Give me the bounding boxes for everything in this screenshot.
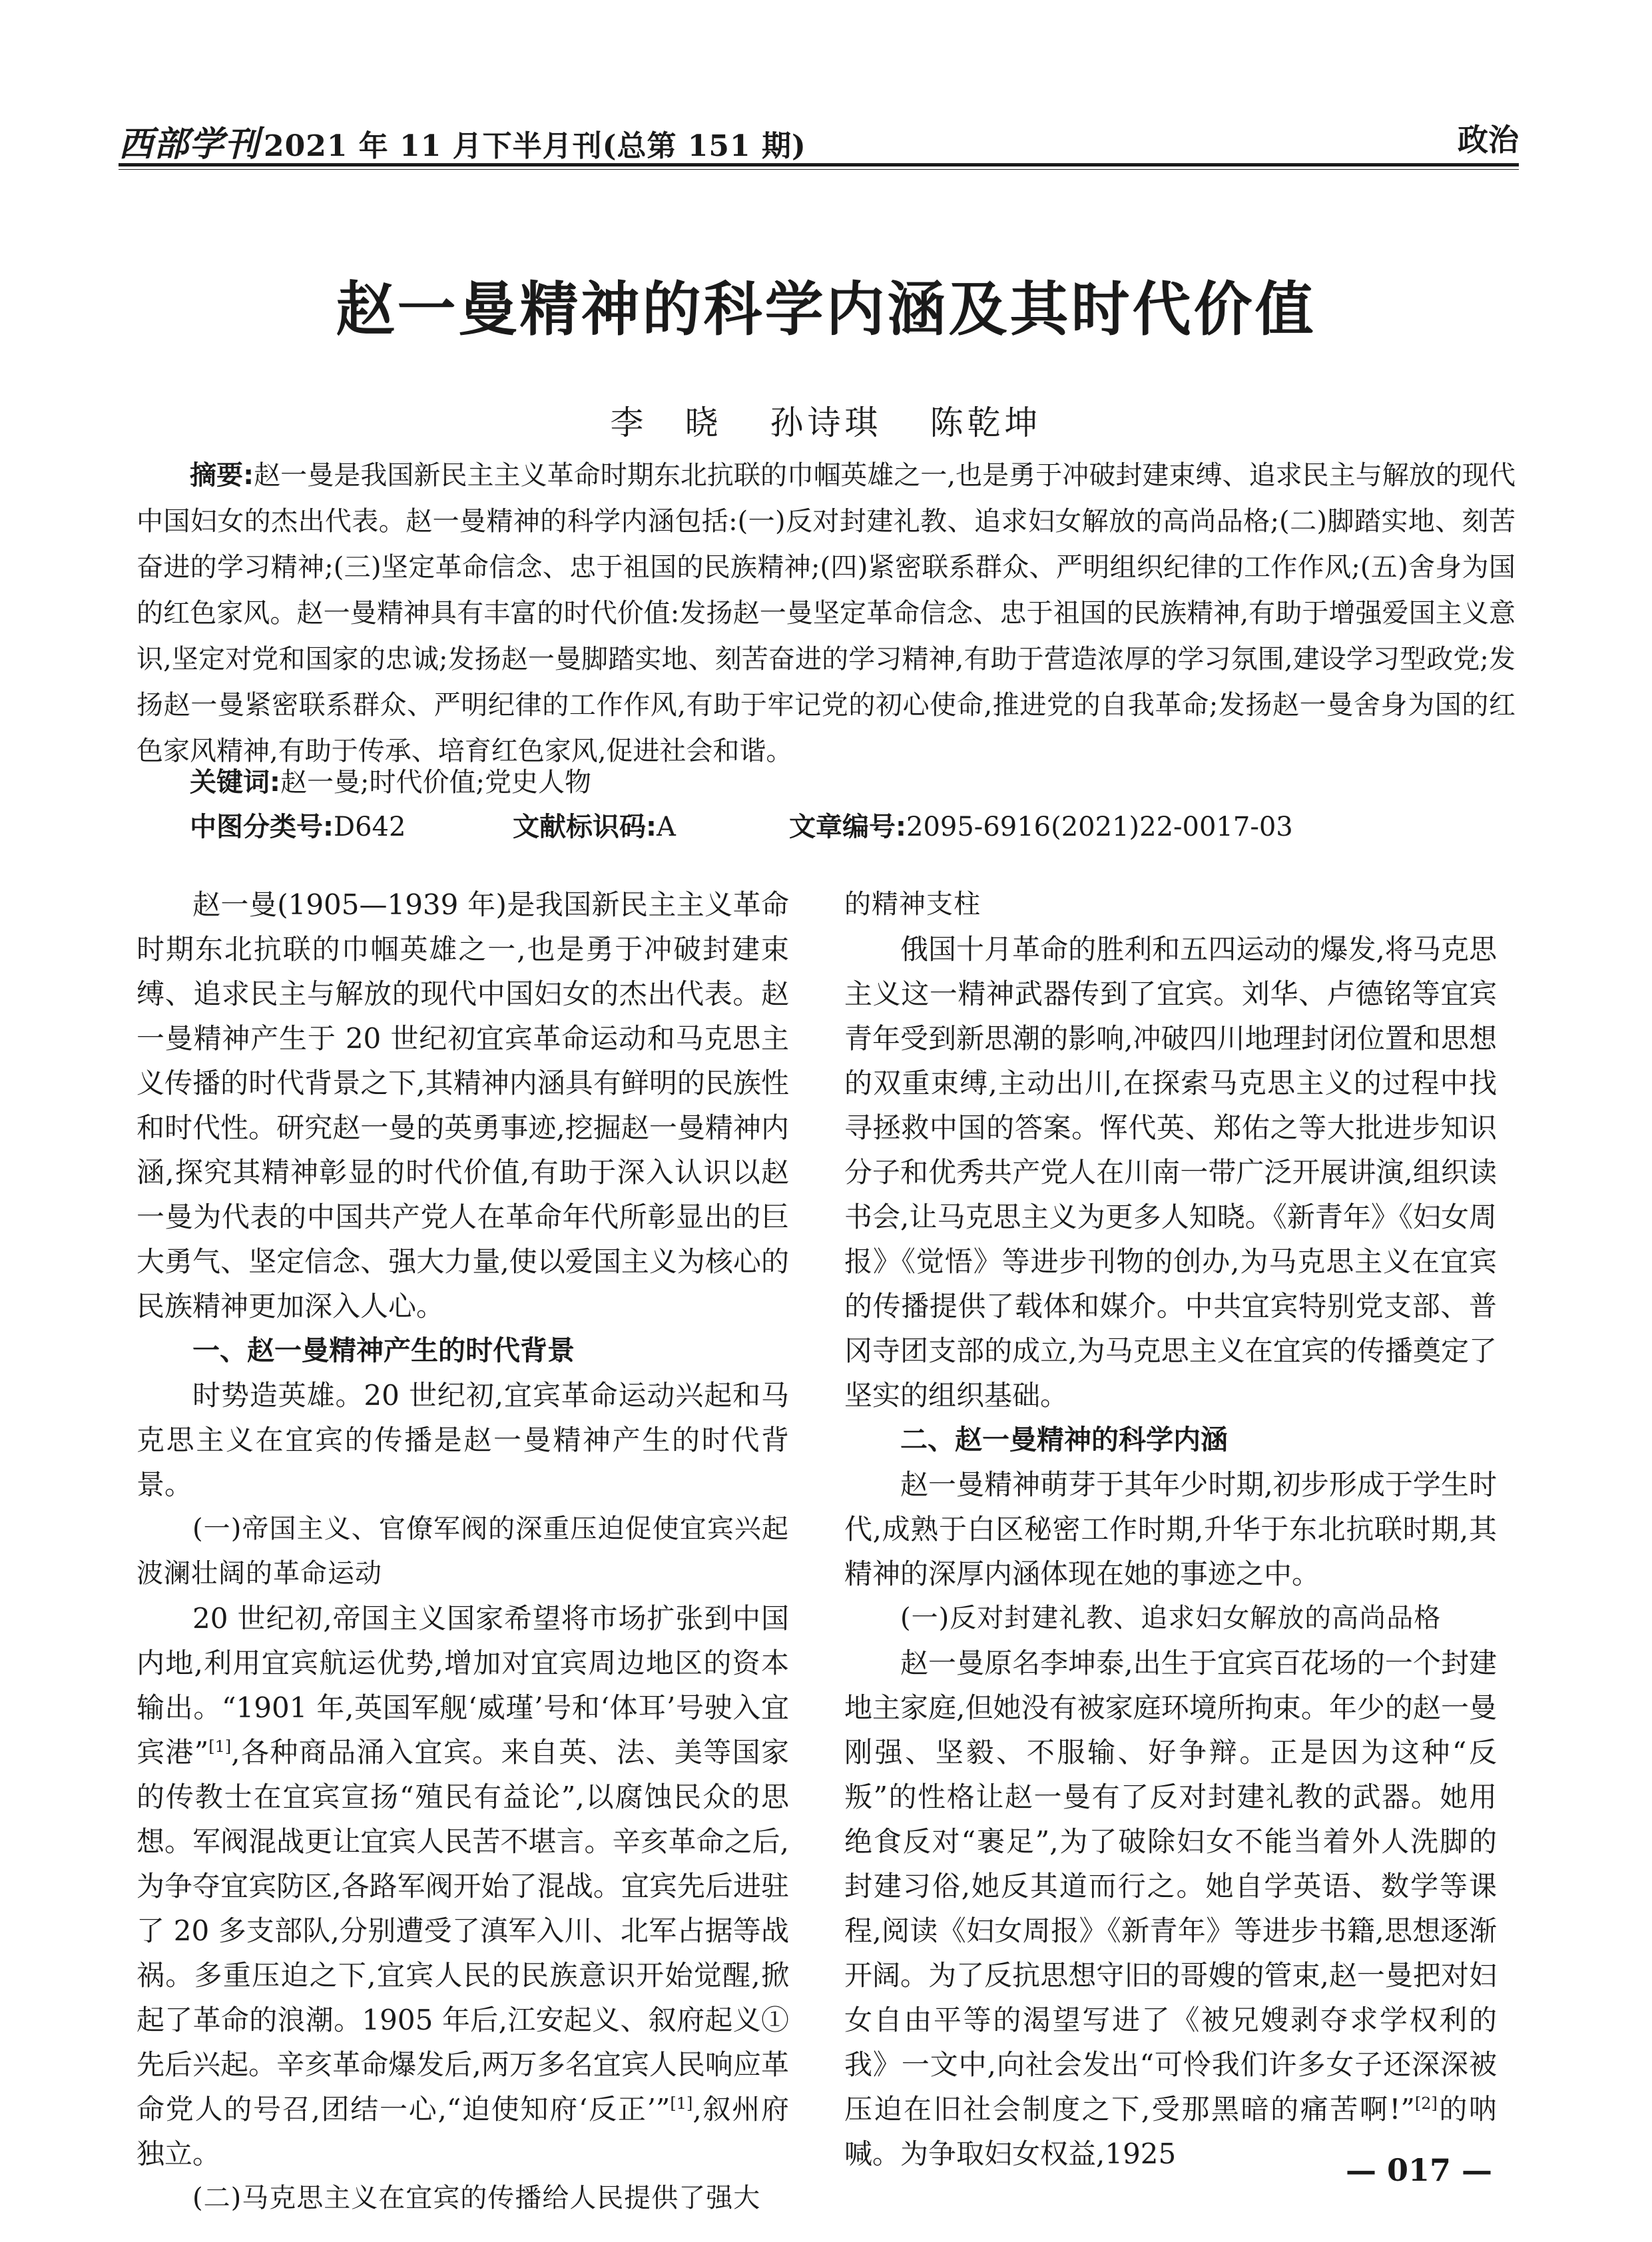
clc-code	[190, 807, 406, 847]
doc-value: A	[657, 812, 676, 842]
paragraph-4: 俄国十月革命的胜利和五四运动的爆发,将马克思主义这一精神武器传到了宜宾。刘华、卢德铭等宜宾青年受到新思潮的影响,冲破四川地理封闭位置和思想的双重束缚,主动出川,在探索马克思主义的过程中找寻拯救中国的答案。恽代英、郑佑之等大批进步知识分子和优秀共产党人在川南一带广泛开展讲演,组织读书会,让马克思主义为更多人知晓。《新青年》《妇女周报》《觉悟》等进步刊物的创办,为马克思主义在宜宾的传播提供了载体和媒介。中共宜宾特别党支部、普冈寺团支部的成立,为马克思主义在宜宾的传播奠定了坚实的组织基础。	[844, 933, 1497, 1412]
paragraph-6-part-b: 的呐喊。为争取妇女权益,1925	[844, 2093, 1497, 2170]
left-column	[137, 882, 789, 2221]
subsection-heading-2: (二)马克思主义在宜宾的传播给人民提供了强大	[192, 2183, 761, 2213]
journal-logo: 西部学刊	[119, 124, 260, 164]
clc-value: D642	[334, 812, 406, 842]
doc-label: 文献标识码:	[513, 812, 657, 842]
header-rule-thin	[119, 169, 1519, 170]
author-2: 孙诗琪	[770, 404, 882, 442]
abstract-text: 赵一曼是我国新民主主义革命时期东北抗联的巾帼英雄之一,也是勇于冲破封建束缚、追求民主与解放的现代中国妇女的杰出代表。赵一曼精神的科学内涵包括:(一)反对封建礼教、追求妇女解放的高尚品格;(二)脚踏实地、刻苦奋进的学习精神;(三)坚定革命信念、忠于祖国的民族精神;(四)紧密联系群众、严明组织纪律的工作作风;(五)舍身为国的红色家风。赵一曼精神具有丰富的时代价值:发扬赵一曼坚定革命信念、忠于祖国的民族精神,有助于增强爱国主义意识,坚定对党和国家的忠诚;发扬赵一曼脚踏实地、刻苦奋进的学习精神,有助于营造浓厚的学习氛围,建设学习型政党;发扬赵一曼紧密联系群众、严明纪律的工作作风,有助于牢记党的初心使命,推进党的自我革命;发扬赵一曼舍身为国的红色家风精神,有助于传承、培育红色家风,促进社会和谐。	[137, 460, 1515, 766]
art-value: 2095-6916(2021)22-0017-03	[906, 812, 1293, 842]
subsection-heading-1: (一)帝国主义、官僚军阀的深重压迫促使宜宾兴起波澜壮阔的革命运动	[137, 1514, 789, 1589]
page-number: — 017 —	[1345, 2152, 1492, 2188]
header-rule	[119, 163, 1519, 166]
paragraph-3	[137, 1596, 789, 2176]
article-title: 赵一曼精神的科学内涵及其时代价值	[336, 275, 1316, 344]
citation-ref: [2]	[1414, 2094, 1438, 2113]
article-number	[789, 807, 1293, 847]
section-heading-2: 二、赵一曼精神的科学内涵	[900, 1424, 1228, 1456]
citation-ref: [1]	[670, 2094, 693, 2113]
keywords-label: 关键词:	[190, 767, 280, 798]
right-column	[844, 882, 1497, 2176]
issue-info: 2021 年 11 月下半月刊(总第 151 期)	[264, 129, 806, 163]
abstract	[137, 453, 1515, 774]
art-label: 文章编号:	[789, 812, 906, 842]
paragraph-6	[844, 1641, 1497, 2176]
subsection-heading-2-cont: 的精神支柱	[844, 889, 981, 920]
paragraph-3-part-d: ,叙州府独立。	[137, 2093, 789, 2170]
clc-label: 中图分类号:	[190, 812, 334, 842]
section-heading-1: 一、赵一曼精神产生的时代背景	[192, 1334, 575, 1366]
author-1: 李 晓	[610, 404, 722, 442]
article-meta	[190, 807, 1515, 847]
subsection-heading-3: (一)反对封建礼教、追求妇女解放的高尚品格	[900, 1603, 1442, 1633]
running-header	[119, 113, 1519, 164]
paragraph-6-part-a: 赵一曼原名李坤泰,出生于宜宾百花场的一个封建地主家庭,但她没有被家庭环境所拘束。年少的赵一曼刚强、坚毅、不服输、好争辩。正是因为这种“反叛”的性格让赵一曼有了反对封建礼教的武器。她用绝食反对“裹足”,为了破除妇女不能当着外人洗脚的封建习俗,她反其道而行之。她自学英语、数学等课程,阅读《妇女周报》《新青年》等进步书籍,思想逐渐开阔。为了反抗思想守旧的哥嫂的管束,赵一曼把对妇女自由平等的渴望写进了《被兄嫂剥夺求学权利的我》一文中,向社会发出“可怜我们许多女子还深深被压迫在旧社会制度之下,受那黑暗的痛苦啊!”	[844, 1647, 1497, 2125]
paragraph-3-part-c: 先后兴起。辛亥革命爆发后,两万多名宜宾人民响应革命党人的号召,团结一心,“迫使知府‘反正’”	[137, 2048, 789, 2125]
author-3: 陈乾坤	[930, 404, 1042, 442]
authors	[0, 396, 1652, 444]
section-name: 政治	[1458, 122, 1519, 158]
keywords	[190, 762, 1515, 802]
abstract-label: 摘要:	[190, 460, 254, 491]
paragraph-5: 赵一曼精神萌芽于其年少时期,初步形成于学生时代,成熟于白区秘密工作时期,升华于东北抗联时期,其精神的深厚内涵体现在她的事迹之中。	[844, 1468, 1497, 1590]
doc-code	[513, 807, 676, 847]
paragraph-3-part-a: 20 世纪初,帝国主义国家希望将市场扩张到中国内地,利用宜宾航运优势,增加对宜宾周边地区的资本输出。“1901 年,英国军舰‘威瑾’号和‘体耳’号驶入宜宾港”	[137, 1602, 789, 1769]
paragraph-3-part-b: ,各种商品涌入宜宾。来自英、法、美等国家的传教士在宜宾宣扬“殖民有益论”,以腐蚀民众的思想。军阀混战更让宜宾人民苦不堪言。辛亥革命之后,为争夺宜宾防区,各路军阀开始了混战。宜宾先后进驻了 20 多支部队,分别遭受了滇军入川、北军占据等战祸。多重压迫之下,宜宾人民的民族意识开始觉醒,掀起了革命的浪潮。1905 年后,江安起义、叙府起义	[137, 1736, 789, 2036]
paragraph-2: 时势造英雄。20 世纪初,宜宾革命运动兴起和马克思主义在宜宾的传播是赵一曼精神产生的时代背景。	[137, 1379, 789, 1501]
paragraph-intro: 赵一曼(1905—1939 年)是我国新民主主义革命时期东北抗联的巾帼英雄之一,也是勇于冲破封建束缚、追求民主与解放的现代中国妇女的杰出代表。赵一曼精神产生于 20 世纪初宜宾革命运动和马克思主义传播的时代背景之下,其精神内涵具有鲜明的民族性和时代性。研究赵一曼的英勇事迹,挖掘赵一曼精神内涵,探究其精神彰显的时代价值,有助于深入认识以赵一曼为代表的中国共产党人在革命年代所彰显出的巨大勇气、坚定信念、强大力量,使以爱国主义为核心的民族精神更加深入人心。	[137, 888, 789, 1322]
journal-issue	[119, 116, 806, 166]
footnote-mark: ①	[760, 2004, 789, 2036]
citation-ref: [1]	[208, 1737, 232, 1756]
keywords-text: 赵一曼;时代价值;党史人物	[280, 767, 591, 798]
